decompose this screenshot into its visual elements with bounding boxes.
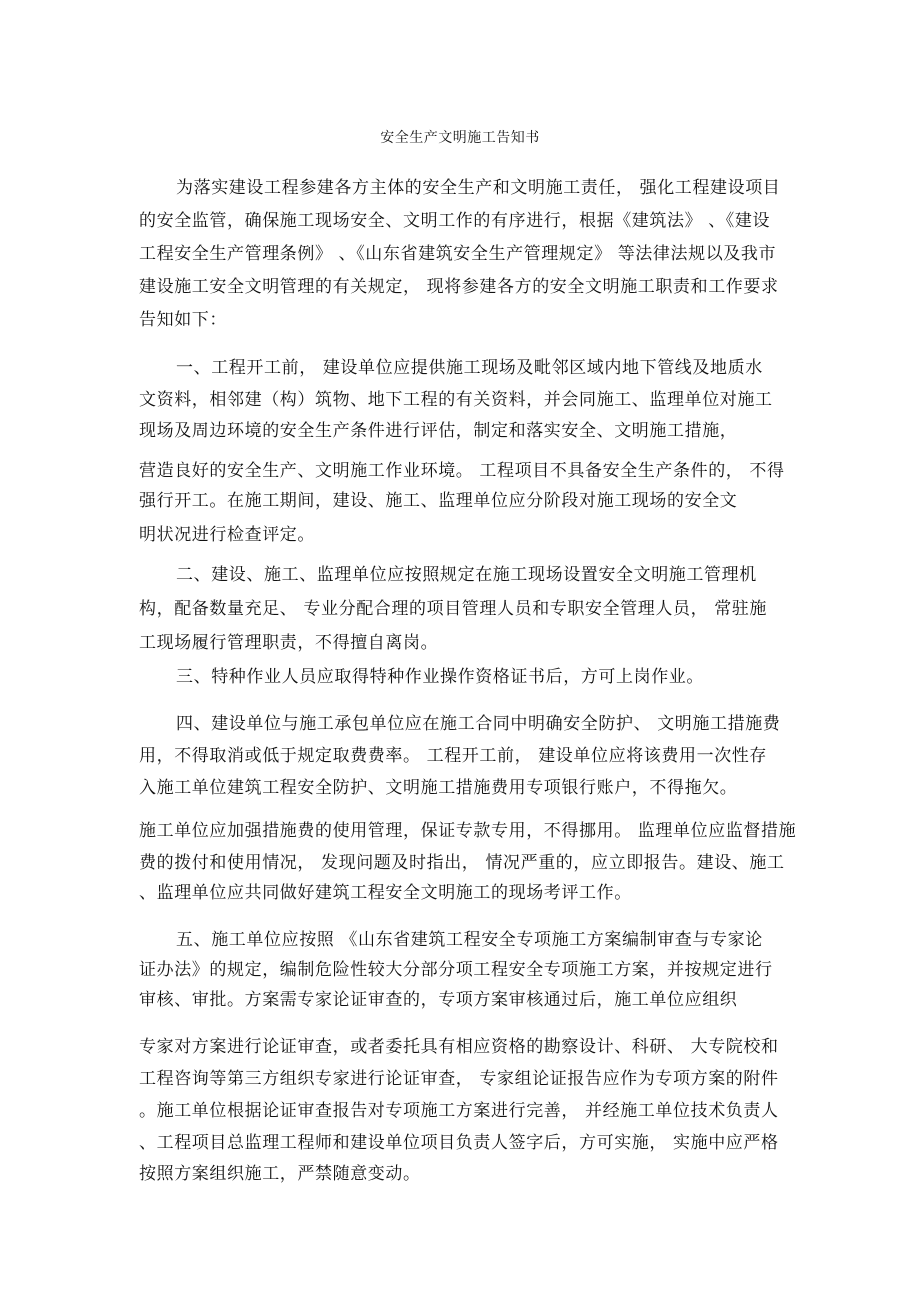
document-title: 安全生产文明施工告知书 (380, 130, 540, 146)
paragraph-line: 营造良好的安全生产、文明施工作业环境。 工程项目不具备安全生产条件的， 不得 (139, 461, 785, 481)
paragraph-line: 工程咨询等第三方组织专家进行论证审查， 专家组论证报告应作为专项方案的附件 (139, 1069, 779, 1089)
paragraph-line: 三、特种作业人员应取得特种作业操作资格证书后，方可上岗作业。 (176, 667, 704, 687)
paragraph-line: 入施工单位建筑工程安全防护、文明施工措施费用专项银行账户，不得拖欠。 (139, 778, 738, 798)
paragraph-line: 现场及周边环境的安全生产条件进行评估，制定和落实安全、文明施工措施， (139, 421, 738, 441)
paragraph-line: 费的拨付和使用情况， 发现问题及时指出， 情况严重的，应立即报告。建设、施工 (139, 853, 785, 873)
paragraph-line: 构，配备数量充足、 专业分配合理的项目管理人员和专职安全管理人员， 常驻施 (139, 599, 768, 619)
paragraph-line: 二、建设、施工、监理单位应按照规定在施工现场设置安全文明施工管理机 (176, 565, 757, 585)
paragraph-line: 告知如下： (139, 310, 227, 330)
paragraph-line: 用，不得取消或低于规定取费费率。 工程开工前， 建设单位应将该费用一次性存 (139, 746, 768, 766)
paragraph-line: 为落实建设工程参建各方主体的安全生产和文明施工责任， 强化工程建设项目 (176, 178, 781, 198)
paragraph-line: 工现场履行管理职责，不得擅自离岗。 (139, 633, 439, 653)
paragraph-line: 、工程项目总监理工程师和建设单位项目负责人签字后，方可实施， 实施中应严格 (139, 1133, 779, 1153)
paragraph-line: 。施工单位根据论证审查报告对专项施工方案进行完善， 并经施工单位技术负责人 (139, 1101, 779, 1121)
paragraph-line: 、监理单位应共同做好建筑工程安全文明施工的现场考评工作。 (139, 883, 632, 903)
paragraph-line: 四、建设单位与施工承包单位应在施工合同中明确安全防护、 文明施工措施费 (176, 714, 781, 734)
paragraph-line: 强行开工。在施工期间，建设、施工、监理单位应分阶段对施工现场的安全文 (139, 491, 738, 511)
paragraph-line: 明状况进行检查评定。 (139, 525, 315, 545)
paragraph-line: 证办法》的规定，编制危险性较大分部分项工程安全专项施工方案，并按规定进行 (139, 960, 773, 980)
paragraph-line: 专家对方案进行论证审查，或者委托具有相应资格的勘察设计、科研、 大专院校和 (139, 1037, 779, 1057)
paragraph-line: 按照方案组织施工，严禁随意变动。 (139, 1164, 421, 1184)
paragraph-line: 五、施工单位应按照 《山东省建筑工程安全专项施工方案编制审查与专家论 (176, 930, 763, 950)
paragraph-line: 审核、审批。方案需专家论证审查的，专项方案审核通过后，施工单位应组织 (139, 990, 738, 1010)
paragraph-line: 施工单位应加强措施费的使用管理，保证专款专用，不得挪用。 监理单位应监督措施 (139, 821, 797, 841)
paragraph-line: 文资料，相邻建（构）筑物、地下工程的有关资料，并会同施工、监理单位对施工 (139, 390, 773, 410)
paragraph-line: 工程安全生产管理条例》 、《山东省建筑安全生产管理规定》 等法律法规以及我市 (139, 244, 777, 264)
paragraph-line: 的安全监管，确保施工现场安全、文明工作的有序进行，根据《建筑法》 、《建设 (139, 211, 771, 231)
paragraph-line: 建设施工安全文明管理的有关规定， 现将参建各方的安全文明施工职责和工作要求 (139, 277, 779, 297)
paragraph-line: 一、工程开工前， 建设单位应提供施工现场及毗邻区域内地下管线及地质水 (176, 358, 763, 378)
